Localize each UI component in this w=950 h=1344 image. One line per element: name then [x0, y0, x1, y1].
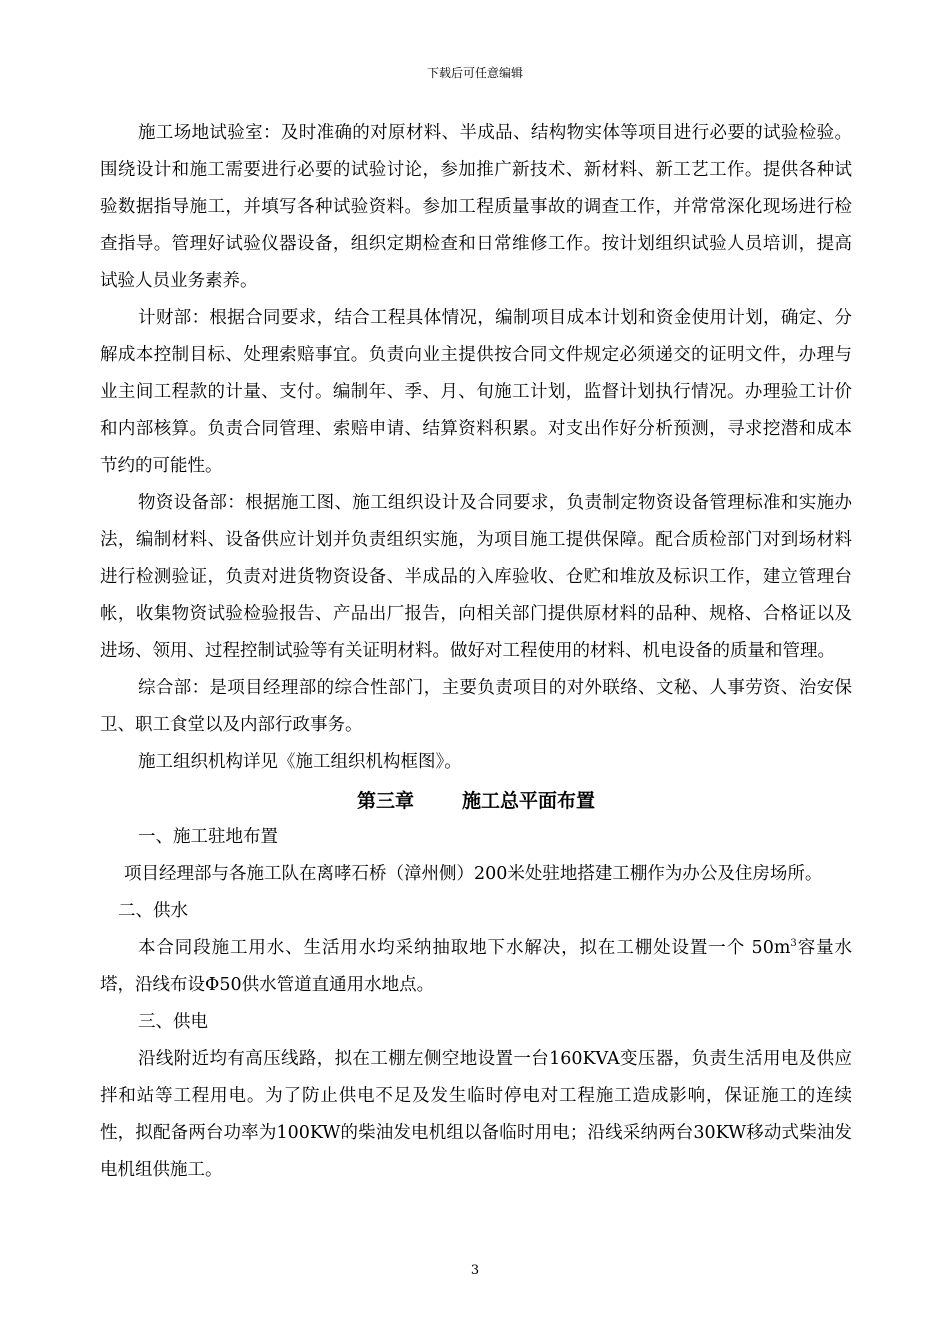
section-body-camp: 项目经理部与各施工队在离哮石桥（漳州侧）200米处驻地搭建工棚作为办公及住房场所。: [124, 864, 823, 884]
chapter-title: 施工总平面布置: [462, 790, 596, 812]
water-text-post: 容量水塔，沿线布设Φ50供水管道直通用水地点。: [100, 938, 852, 995]
chapter-heading: [100, 783, 852, 819]
water-text-pre: 本合同段施工用水、生活用水均采纳抽取地下水解决，拟在工棚处设置一个 50m: [138, 938, 791, 958]
page-header: 下载后可任意编辑: [426, 66, 523, 80]
section-heading-camp: 一、施工驻地布置: [138, 827, 278, 847]
paragraph-org-chart-ref: 施工组织机构详见《施工组织机构框图》。: [138, 752, 462, 772]
water-superscript: 3: [790, 938, 797, 950]
paragraph-general: 综合部：是项目经理部的综合性部门，主要负责项目的对外联络、文秘、人事劳资、治安保卫、职工食堂以及内部行政事务。: [100, 678, 852, 735]
page-number: 3: [470, 1263, 480, 1278]
section-heading-power: 三、供电: [138, 1012, 208, 1032]
document-body: [100, 115, 852, 1189]
section-body-water: [100, 930, 852, 1004]
chapter-number: 第三章: [356, 790, 414, 812]
section-body-power: 沿线附近均有高压线路，拟在工棚左侧空地设置一台160KVA变压器，负责生活用电及供应拌和站等工程用电。为了防止供电不足及发生临时停电对工程施工造成影响，保证施工的连续性，拟配备两台功率为100KW的柴油发电机组以备临时用电；沿线采纳两台30KW移动式柴油发电机组供施工。: [100, 1049, 852, 1180]
paragraph-finance: 计财部：根据合同要求，结合工程具体情况，编制项目成本计划和资金使用计划，确定、分解成本控制目标、处理索赔事宜。负责向业主提供按合同文件规定必须递交的证明文件，办理与业主间工程款的计量、支付。编制年、季、月、旬施工计划，监督计划执行情况。办理验工计价和内部核算。负责合同管理、索赔申请、结算资料积累。对支出作好分析预测，寻求挖潜和成本节约的可能性。: [100, 308, 852, 476]
section-heading-water: 二、供水: [118, 901, 188, 921]
paragraph-lab: 施工场地试验室：及时准确的对原材料、半成品、结构物实体等项目进行必要的试验检验。围绕设计和施工需要进行必要的试验讨论，参加推广新技术、新材料、新工艺工作。提供各种试验数据指导施工，并填写各种试验资料。参加工程质量事故的调查工作，并常常深化现场进行检查指导。管理好试验仪器设备，组织定期检查和日常维修工作。按计划组织试验人员培训，提高试验人员业务素养。: [100, 123, 852, 291]
paragraph-materials: 物资设备部：根据施工图、施工组织设计及合同要求，负责制定物资设备管理标准和实施办法，编制材料、设备供应计划并负责组织实施，为项目施工提供保障。配合质检部门对到场材料进行检测验证，负责对进货物资设备、半成品的入库验收、仓贮和堆放及标识工作，建立管理台帐，收集物资试验检验报告、产品出厂报告，向相关部门提供原材料的品种、规格、合格证以及进场、领用、过程控制试验等有关证明材料。做好对工程使用的材料、机电设备的质量和管理。: [100, 493, 852, 661]
